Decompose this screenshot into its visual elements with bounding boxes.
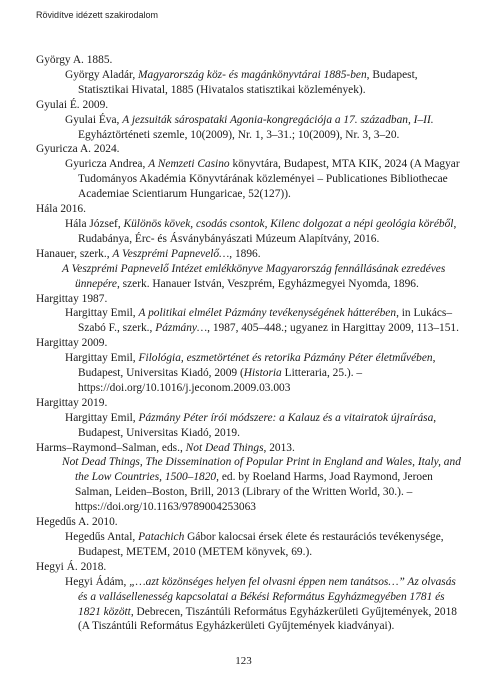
entry-short-title: György A. 1885. xyxy=(36,54,113,66)
bibliography-entry xyxy=(36,247,466,292)
italic-title: Pázmány… xyxy=(155,322,208,335)
bibliography-entry xyxy=(36,441,466,516)
entry-short-title: Hegyi Á. 2018. xyxy=(36,560,107,573)
text-run: Hargittay Emil, xyxy=(65,352,139,365)
bibliography-list xyxy=(36,53,466,634)
italic-title: Patachich xyxy=(138,531,185,543)
entry-full-reference xyxy=(62,455,466,515)
text-run: Hegedűs Antal, xyxy=(65,531,139,543)
text-run: Hegyi Ádám, xyxy=(65,575,130,588)
running-head: Rövidítve idézett szakirodalom xyxy=(36,10,159,20)
text-run: Egyháztörténeti szemle, 10(2009), Nr. 1, 3–31.; 10(2009), Nr. 3, 3–20. xyxy=(78,128,400,141)
entry-short-title xyxy=(36,247,466,262)
entry-full-reference xyxy=(65,113,466,143)
bibliography-entry xyxy=(36,202,466,247)
text-run: Hála József, xyxy=(65,217,124,230)
text-run: , 1987, 405–448.; ugyanez in Hargittay 2009, 113–151. xyxy=(207,322,459,335)
entry-short-title: Hargittay 2019. xyxy=(36,396,108,409)
bibliography-entry xyxy=(36,515,466,560)
bibliography-entry xyxy=(36,98,466,143)
text-run: , Debrecen, Tiszántúli Református Egyházkerületi Gyűjtemények, 2018 (A Tiszántúli Református Egyházkerületi Gyűjtemények kiadványai). xyxy=(78,605,457,633)
entry-short-title xyxy=(36,441,466,456)
entry-short-title: Hála 2016. xyxy=(36,203,86,216)
page-number: 123 xyxy=(235,655,252,667)
italic-title: A jezsuiták sárospataki Agonia-kongregációja a 17. században, I–II. xyxy=(122,113,434,126)
italic-title: A Veszprémi Papnevelő… xyxy=(112,247,230,260)
entry-full-reference xyxy=(65,351,466,396)
entry-short-title: Hargittay 1987. xyxy=(36,292,108,305)
bibliography-entry xyxy=(36,396,466,441)
entry-short-title: Gyuricza A. 2024. xyxy=(36,143,120,156)
text-run: , 2013. xyxy=(263,441,295,454)
entry-short-title: Hargittay 2009. xyxy=(36,337,108,350)
text-run: könyvtára, Budapest, MTA KIK, 2024 (A Magyar Tudományos Akadémia Könyvtárának közleményei – Publicationes Bibliothecae Academiae Scientiarum Hungaricae, 52(127)). xyxy=(78,158,460,201)
entry-full-reference xyxy=(65,157,466,202)
text-run: György Aladár, xyxy=(65,68,139,81)
bibliography-entry xyxy=(36,142,466,202)
entry-full-reference xyxy=(65,68,466,98)
text-run: Hargittay Emil, xyxy=(65,411,139,424)
text-run: , Rudabánya, Érc- és Ásványbányászati Múzeum Alapítvány, 2016. xyxy=(78,217,457,245)
text-run: Gyulai Éva, xyxy=(65,113,123,126)
bibliography-entry xyxy=(36,53,466,98)
bibliography-entry xyxy=(36,560,466,635)
text-run: , in Lukács–Szabó F., szerk., xyxy=(78,307,453,335)
entry-short-title: Hegedűs A. 2010. xyxy=(36,516,118,529)
entry-full-reference xyxy=(65,306,466,336)
bibliography-entry xyxy=(36,292,466,337)
text-run: , ed. by Roeland Harms, Joad Raymond, Jeroen Salman, Leiden–Boston, Brill, 2013 (Library of the Written World, 30.). – https://doi.org/10.1163/9789004253063 xyxy=(75,471,433,514)
italic-title: Not Dead Things, The Dissemination of Popular Print in England and Wales, Italy, and the Low Countries, 1500–1820 xyxy=(62,456,461,484)
text-run: Litteraria, 25.). – https://doi.org/10.1016/j.jeconom.2009.03.003 xyxy=(78,367,363,394)
entry-full-reference xyxy=(65,411,466,441)
italic-title: Filológia, eszmetörténet és retorika Pázmány Péter életművében xyxy=(138,352,433,365)
italic-title: „…azt közönséges helyen fel olvasni éppen nem tanátsos…” Az olvasás és a vallásellenesség kapcsolatai a Békési Református Egyházmegyében 1781 és 1821 között xyxy=(78,575,456,618)
entry-full-reference xyxy=(65,530,466,560)
text-run: Gyuricza Andrea, xyxy=(65,158,149,171)
italic-title: A politikai elmélet Pázmány tevékenységének hátterében xyxy=(138,307,397,320)
text-run: , szerk. Hanauer István, Veszprém, Egyházmegyei Nyomda, 1896. xyxy=(116,277,419,290)
italic-title: Pázmány Péter írói módszere: a Kalauz és a vitairatok újraírása xyxy=(138,411,434,424)
italic-title: A Veszprémi Papnevelő Intézet emlékkönyve Magyarország fennállásának ezredéves ünnepére xyxy=(62,262,446,290)
entry-full-reference xyxy=(62,262,466,292)
bibliography-entry xyxy=(36,336,466,396)
italic-title: Különös kövek, csodás csontok, Kilenc dolgozat a népi geológia köréből xyxy=(123,217,454,230)
text-run: , Budapest, Statisztikai Hivatal, 1885 (Hivatalos statisztikai közlemények). xyxy=(78,68,418,96)
entry-full-reference xyxy=(65,217,466,247)
text-run: Hargittay Emil, xyxy=(65,307,139,320)
italic-title: A Nemzeti Casino xyxy=(148,158,230,171)
text-run: Harms–Raymond–Salman, eds., xyxy=(36,441,186,454)
entry-short-title: Gyulai É. 2009. xyxy=(36,98,109,111)
italic-title: Historia xyxy=(243,367,282,380)
italic-title: Magyarország köz- és magánkönyvtárai 1885-ben xyxy=(138,68,367,81)
text-run: Hanauer, szerk., xyxy=(36,247,113,260)
entry-full-reference xyxy=(65,575,466,635)
text-run: , 1896. xyxy=(229,247,261,260)
text-run: , Budapest, Universitas Kiadó, 2009 ( xyxy=(78,352,436,380)
text-run: Gábor kalocsai érsek élete és restaurációs tevékenysége, Budapest, METEM, 2010 (METEM könyvek, 69.). xyxy=(78,531,444,558)
italic-title: Not Dead Things xyxy=(185,441,264,454)
text-run: , Budapest, Universitas Kiadó, 2019. xyxy=(78,411,437,439)
